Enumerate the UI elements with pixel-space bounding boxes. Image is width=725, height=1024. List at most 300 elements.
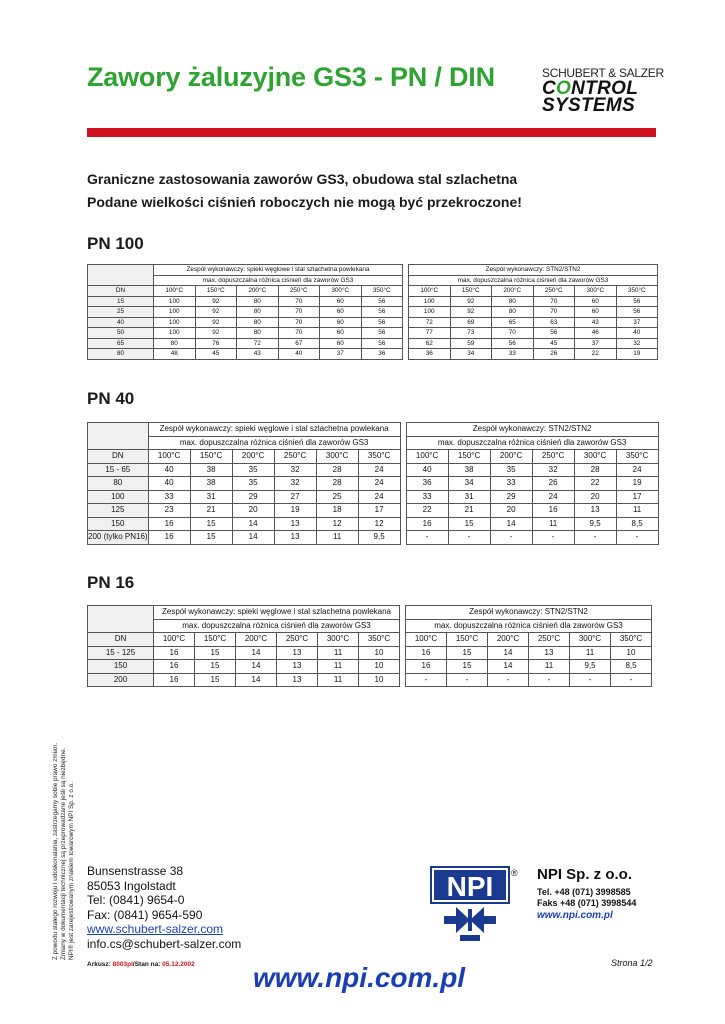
value-cell-left: 80 (237, 296, 279, 307)
value-cell-right: 65 (492, 317, 534, 328)
table-subheader-row (88, 619, 652, 633)
value-cell-left: 9,5 (358, 531, 400, 545)
value-cell-right: 21 (448, 504, 490, 518)
value-cell-right: 35 (490, 463, 532, 477)
value-cell-right: 11 (529, 660, 570, 674)
value-cell-right: 24 (616, 463, 658, 477)
company-fax: Faks +48 (071) 3998544 (537, 898, 637, 908)
table-row (88, 673, 652, 687)
temp-header-right: 250°C (529, 633, 570, 647)
company-block (537, 866, 636, 922)
value-cell-left: 70 (278, 296, 320, 307)
pressure-table (87, 605, 652, 687)
temp-header-left: 100°C (154, 633, 195, 647)
temp-header-left: 250°C (274, 450, 316, 464)
value-cell-left: 100 (154, 296, 196, 307)
temp-header-left: 150°C (190, 450, 232, 464)
value-cell-right: 36 (409, 349, 451, 360)
value-cell-left: 21 (190, 504, 232, 518)
table-row (88, 317, 658, 328)
dn-cell: 100 (88, 490, 149, 504)
table-row (88, 328, 658, 339)
value-cell-right: 22 (406, 504, 448, 518)
temp-header-right: 350°C (616, 286, 658, 297)
table-row (88, 490, 659, 504)
value-cell-left: 11 (318, 646, 359, 660)
value-cell-left: 32 (274, 463, 316, 477)
table-subheader-row (88, 436, 659, 450)
value-cell-right: 92 (450, 307, 492, 318)
dn-cell: 200 (tylko PN16) (88, 531, 149, 545)
dn-cell: 15 - 125 (88, 646, 154, 660)
value-cell-right: - (570, 673, 611, 687)
dn-cell: 125 (88, 504, 149, 518)
value-cell-left: 13 (274, 517, 316, 531)
value-cell-right: - (529, 673, 570, 687)
temp-header-left: 200°C (237, 286, 279, 297)
value-cell-left: 70 (278, 307, 320, 318)
npi-logo-icon (430, 865, 510, 945)
dn-cell: 65 (88, 338, 154, 349)
value-cell-right: - (406, 531, 448, 545)
value-cell-right: 22 (574, 477, 616, 491)
value-cell-right: 14 (490, 517, 532, 531)
value-cell-left: 100 (154, 317, 196, 328)
header-divider-bar (87, 128, 656, 137)
value-cell-left: 16 (154, 660, 195, 674)
header-corner-cell (88, 423, 149, 450)
value-cell-right: 15 (447, 660, 488, 674)
footer-website-link[interactable]: www.npi.com.pl (253, 962, 466, 993)
value-cell-left: 13 (274, 531, 316, 545)
temperature-header-row (88, 450, 659, 464)
value-cell-right: 33 (406, 490, 448, 504)
brand-name: SCHUBERT & SALZER (542, 66, 664, 80)
value-cell-left: 92 (195, 328, 237, 339)
temp-header-right: 300°C (574, 450, 616, 464)
value-cell-left: 72 (237, 338, 279, 349)
group-header-right: Zespół wykonawczy: STN2/STN2 (406, 423, 658, 437)
dn-cell: 150 (88, 660, 154, 674)
value-cell-right: 20 (574, 490, 616, 504)
value-cell-right: 56 (616, 296, 658, 307)
value-cell-right: 56 (533, 328, 575, 339)
value-cell-right: - (611, 673, 652, 687)
value-cell-right: 28 (574, 463, 616, 477)
value-cell-left: 43 (237, 349, 279, 360)
subheader-right: max. dopuszczalna różnica ciśnień dla zaworów GS3 (406, 619, 652, 633)
temp-header-right: 100°C (409, 286, 451, 297)
status-date: 05.12.2002 (162, 961, 195, 968)
value-cell-right: 20 (490, 504, 532, 518)
value-cell-right: 46 (575, 328, 617, 339)
value-cell-right: 33 (490, 477, 532, 491)
value-cell-right: 69 (450, 317, 492, 328)
table-header-row (88, 423, 659, 437)
temp-header-right: 200°C (488, 633, 529, 647)
value-cell-right: 73 (450, 328, 492, 339)
value-cell-right: - (406, 673, 447, 687)
value-cell-right: - (488, 673, 529, 687)
value-cell-left: 18 (316, 504, 358, 518)
value-cell-left: 38 (190, 463, 232, 477)
address-city: 85053 Ingolstadt (87, 878, 176, 893)
value-cell-left: 60 (320, 317, 362, 328)
value-cell-left: 100 (154, 307, 196, 318)
email-address[interactable]: info.cs@schubert-salzer.com (87, 936, 242, 951)
value-cell-left: 11 (318, 673, 359, 687)
value-cell-right: - (532, 531, 574, 545)
value-cell-left: 56 (361, 307, 403, 318)
value-cell-right: 15 (448, 517, 490, 531)
group-header-left: Zespół wykonawczy: spieki węglowe i stal szlachetna powlekana (154, 265, 403, 276)
address-fax: Fax: (0841) 9654-590 (87, 907, 203, 922)
value-cell-left: 15 (195, 673, 236, 687)
table-header-row (88, 265, 658, 276)
dn-header: DN (88, 286, 154, 297)
temp-header-left: 300°C (318, 633, 359, 647)
value-cell-left: 10 (359, 660, 400, 674)
value-cell-left: 14 (236, 660, 277, 674)
value-cell-left: 80 (237, 328, 279, 339)
value-cell-right: 15 (447, 646, 488, 660)
value-cell-left: 60 (320, 328, 362, 339)
dn-cell: 25 (88, 307, 154, 318)
sheet-number: 8003pl (112, 961, 133, 968)
value-cell-right: 80 (492, 296, 534, 307)
table-row (88, 349, 658, 360)
value-cell-right: 37 (616, 317, 658, 328)
value-cell-right: 34 (448, 477, 490, 491)
value-cell-right: 13 (574, 504, 616, 518)
value-cell-left: 16 (148, 517, 190, 531)
group-header-right: Zespół wykonawczy: STN2/STN2 (406, 606, 652, 620)
temp-header-right: 150°C (448, 450, 490, 464)
value-cell-right: 16 (406, 646, 447, 660)
value-cell-left: 33 (148, 490, 190, 504)
value-cell-left: 45 (195, 349, 237, 360)
value-cell-right: 16 (406, 660, 447, 674)
temp-header-left: 350°C (359, 633, 400, 647)
table-subheader-row (88, 275, 658, 286)
value-cell-left: 14 (232, 517, 274, 531)
value-cell-left: 40 (278, 349, 320, 360)
value-cell-left: 29 (232, 490, 274, 504)
value-cell-left: 35 (232, 477, 274, 491)
temp-header-right: 200°C (492, 286, 534, 297)
value-cell-right: 56 (492, 338, 534, 349)
value-cell-right: 32 (616, 338, 658, 349)
subheader-left: max. dopuszczalna różnica ciśnień dla zaworów GS3 (148, 436, 400, 450)
value-cell-left: 60 (320, 338, 362, 349)
table-row (88, 646, 652, 660)
value-cell-left: 92 (195, 307, 237, 318)
value-cell-left: 80 (154, 338, 196, 349)
group-header-left: Zespół wykonawczy: spieki węglowe i stal szlachetna powlekana (154, 606, 400, 620)
dn-cell: 50 (88, 328, 154, 339)
temp-header-left: 150°C (195, 286, 237, 297)
value-cell-right: 37 (575, 338, 617, 349)
temp-header-left: 100°C (148, 450, 190, 464)
value-cell-left: 15 (190, 531, 232, 545)
value-cell-right: 16 (406, 517, 448, 531)
page-number: Strona 1/2 (611, 958, 653, 968)
value-cell-left: 15 (195, 646, 236, 660)
brand-logo (542, 66, 664, 116)
value-cell-right: 56 (616, 307, 658, 318)
temp-header-left: 350°C (361, 286, 403, 297)
status-label: /Stan na: (132, 961, 161, 968)
value-cell-left: 67 (278, 338, 320, 349)
value-cell-left: 28 (316, 477, 358, 491)
temp-header-left: 250°C (278, 286, 320, 297)
subheader-left: max. dopuszczalna różnica ciśnień dla zaworów GS3 (154, 619, 400, 633)
value-cell-left: 20 (232, 504, 274, 518)
value-cell-left: 14 (232, 531, 274, 545)
value-cell-left: 100 (154, 328, 196, 339)
value-cell-left: 24 (358, 490, 400, 504)
value-cell-right: 24 (532, 490, 574, 504)
value-cell-right: 29 (490, 490, 532, 504)
table-row (88, 463, 659, 477)
dn-cell: 40 (88, 317, 154, 328)
registered-mark: ® (511, 868, 518, 878)
value-cell-left: 10 (359, 646, 400, 660)
sheet-label: Arkusz: (87, 961, 111, 968)
temp-header-right: 350°C (611, 633, 652, 647)
value-cell-left: 19 (274, 504, 316, 518)
value-cell-right: 60 (575, 296, 617, 307)
value-cell-right: - (447, 673, 488, 687)
temp-header-left: 200°C (232, 450, 274, 464)
value-cell-left: 40 (148, 463, 190, 477)
value-cell-left: 24 (358, 463, 400, 477)
value-cell-right: 34 (450, 349, 492, 360)
value-cell-left: 12 (316, 517, 358, 531)
value-cell-right: 45 (533, 338, 575, 349)
sheet-info (87, 961, 195, 968)
value-cell-right: - (574, 531, 616, 545)
group-header-left: Zespół wykonawczy: spieki węglowe i stal szlachetna powlekana (148, 423, 400, 437)
temp-header-right: 300°C (570, 633, 611, 647)
value-cell-right: 8,5 (616, 517, 658, 531)
value-cell-right: 43 (575, 317, 617, 328)
value-cell-right: 19 (616, 349, 658, 360)
table-header-row (88, 606, 652, 620)
table-row (88, 338, 658, 349)
section-title: PN 16 (87, 573, 135, 592)
temp-header-left: 200°C (236, 633, 277, 647)
temp-header-left: 250°C (277, 633, 318, 647)
legal-line: Z powodu stałego rozwoju i udoskonalania, zastrzegamy sobie prawo zmian. (52, 742, 59, 960)
header-corner-cell (88, 265, 154, 286)
npi-logo-text: NPI (446, 871, 494, 902)
value-cell-right: 19 (616, 477, 658, 491)
pressure-table (87, 264, 658, 360)
value-cell-left: 16 (154, 646, 195, 660)
address-street: Bunsenstrasse 38 (87, 864, 184, 878)
value-cell-right: 9,5 (570, 660, 611, 674)
value-cell-right: - (616, 531, 658, 545)
table-row (88, 531, 659, 545)
value-cell-right: 38 (448, 463, 490, 477)
value-cell-left: 28 (316, 463, 358, 477)
section-title: PN 100 (87, 234, 144, 253)
value-cell-right: 60 (575, 307, 617, 318)
dn-cell: 80 (88, 477, 149, 491)
value-cell-left: 10 (359, 673, 400, 687)
legal-notice (52, 700, 76, 960)
page-title: Zawory żaluzyjne GS3 - PN / DIN (87, 62, 495, 92)
value-cell-left: 56 (361, 338, 403, 349)
value-cell-right: 16 (532, 504, 574, 518)
value-cell-left: 92 (195, 296, 237, 307)
temp-header-right: 350°C (616, 450, 658, 464)
value-cell-left: 80 (237, 317, 279, 328)
value-cell-right: 11 (532, 517, 574, 531)
intro-warning: Podane wielkości ciśnień roboczych nie mogą być przekroczone! (87, 194, 522, 210)
value-cell-left: 70 (278, 317, 320, 328)
value-cell-right: 63 (533, 317, 575, 328)
dn-header: DN (88, 450, 149, 464)
dn-header: DN (88, 633, 154, 647)
temp-header-right: 150°C (450, 286, 492, 297)
value-cell-right: 33 (492, 349, 534, 360)
company-phone: Tel. +48 (071) 3998585 (537, 887, 631, 897)
value-cell-right: 40 (406, 463, 448, 477)
temp-header-left: 300°C (320, 286, 362, 297)
value-cell-left: 40 (148, 477, 190, 491)
temp-header-right: 300°C (575, 286, 617, 297)
value-cell-right: 22 (575, 349, 617, 360)
value-cell-right: 13 (529, 646, 570, 660)
value-cell-right: 31 (448, 490, 490, 504)
temp-header-right: 100°C (406, 450, 448, 464)
dn-cell: 15 (88, 296, 154, 307)
value-cell-left: 32 (274, 477, 316, 491)
value-cell-right: 62 (409, 338, 451, 349)
temp-header-left: 150°C (195, 633, 236, 647)
subheader-left: max. dopuszczalna różnica ciśnień dla zaworów GS3 (154, 275, 403, 286)
value-cell-left: 70 (278, 328, 320, 339)
table-row (88, 307, 658, 318)
value-cell-right: 17 (616, 490, 658, 504)
value-cell-left: 15 (195, 660, 236, 674)
dn-cell: 200 (88, 673, 154, 687)
value-cell-left: 56 (361, 317, 403, 328)
value-cell-left: 80 (237, 307, 279, 318)
table-row (88, 660, 652, 674)
value-cell-right: 72 (409, 317, 451, 328)
value-cell-left: 37 (320, 349, 362, 360)
company-website-link[interactable]: www.npi.com.pl (537, 910, 613, 921)
table-row (88, 296, 658, 307)
brand-line-control: CONTROL (542, 78, 639, 99)
value-cell-right: 40 (616, 328, 658, 339)
value-cell-right: - (448, 531, 490, 545)
dn-cell: 150 (88, 517, 149, 531)
dn-cell: 15 - 65 (88, 463, 149, 477)
table-row (88, 517, 659, 531)
table-row (88, 504, 659, 518)
temperature-header-row (88, 633, 652, 647)
value-cell-left: 17 (358, 504, 400, 518)
value-cell-left: 36 (361, 349, 403, 360)
value-cell-right: 14 (488, 646, 529, 660)
subheader-right: max. dopuszczalna różnica ciśnień dla zaworów GS3 (409, 275, 658, 286)
temp-header-left: 300°C (316, 450, 358, 464)
value-cell-left: 14 (236, 646, 277, 660)
value-cell-right: 80 (492, 307, 534, 318)
legal-line: Zmiany w dokumentacji technicznej są przeprowadzane jeśli są niezbędne. (60, 747, 67, 960)
value-cell-right: 11 (570, 646, 611, 660)
value-cell-right: - (490, 531, 532, 545)
value-cell-right: 100 (409, 296, 451, 307)
pressure-table (87, 422, 659, 545)
dn-cell: 80 (88, 349, 154, 360)
value-cell-left: 13 (277, 660, 318, 674)
value-cell-left: 16 (154, 673, 195, 687)
value-cell-left: 11 (318, 660, 359, 674)
temp-header-right: 150°C (447, 633, 488, 647)
value-cell-left: 60 (320, 296, 362, 307)
value-cell-left: 76 (195, 338, 237, 349)
website-link[interactable]: www.schubert-salzer.com (87, 922, 224, 937)
intro-heading: Graniczne zastosowania zaworów GS3, obudowa stal szlachetna (87, 171, 518, 187)
temp-header-right: 200°C (490, 450, 532, 464)
value-cell-left: 24 (358, 477, 400, 491)
value-cell-left: 35 (232, 463, 274, 477)
value-cell-right: 70 (533, 307, 575, 318)
address-block (87, 864, 241, 952)
value-cell-left: 48 (154, 349, 196, 360)
header-corner-cell (88, 606, 154, 633)
address-phone: Tel: (0841) 9654-0 (87, 893, 185, 908)
value-cell-left: 13 (277, 646, 318, 660)
value-cell-right: 36 (406, 477, 448, 491)
value-cell-left: 56 (361, 328, 403, 339)
value-cell-left: 38 (190, 477, 232, 491)
value-cell-left: 15 (190, 517, 232, 531)
temp-header-left: 350°C (358, 450, 400, 464)
value-cell-right: 8,5 (611, 660, 652, 674)
temp-header-right: 250°C (533, 286, 575, 297)
company-name: NPI Sp. z o.o. (537, 866, 633, 883)
value-cell-right: 14 (488, 660, 529, 674)
temp-header-right: 250°C (532, 450, 574, 464)
section-title: PN 40 (87, 389, 135, 408)
value-cell-right: 26 (532, 477, 574, 491)
value-cell-left: 12 (358, 517, 400, 531)
value-cell-right: 100 (409, 307, 451, 318)
value-cell-left: 92 (195, 317, 237, 328)
value-cell-left: 60 (320, 307, 362, 318)
value-cell-left: 31 (190, 490, 232, 504)
value-cell-right: 92 (450, 296, 492, 307)
value-cell-right: 10 (611, 646, 652, 660)
legal-line: NPI® jest zarejestrowanym znakiem towarowym NPI Sp. z o.o. (68, 781, 75, 960)
value-cell-right: 70 (533, 296, 575, 307)
value-cell-right: 77 (409, 328, 451, 339)
group-header-right: Zespół wykonawczy: STN2/STN2 (409, 265, 658, 276)
temp-header-right: 100°C (406, 633, 447, 647)
value-cell-left: 23 (148, 504, 190, 518)
value-cell-left: 56 (361, 296, 403, 307)
value-cell-left: 27 (274, 490, 316, 504)
value-cell-right: 70 (492, 328, 534, 339)
brand-line-systems: SYSTEMS (542, 95, 635, 116)
value-cell-left: 25 (316, 490, 358, 504)
